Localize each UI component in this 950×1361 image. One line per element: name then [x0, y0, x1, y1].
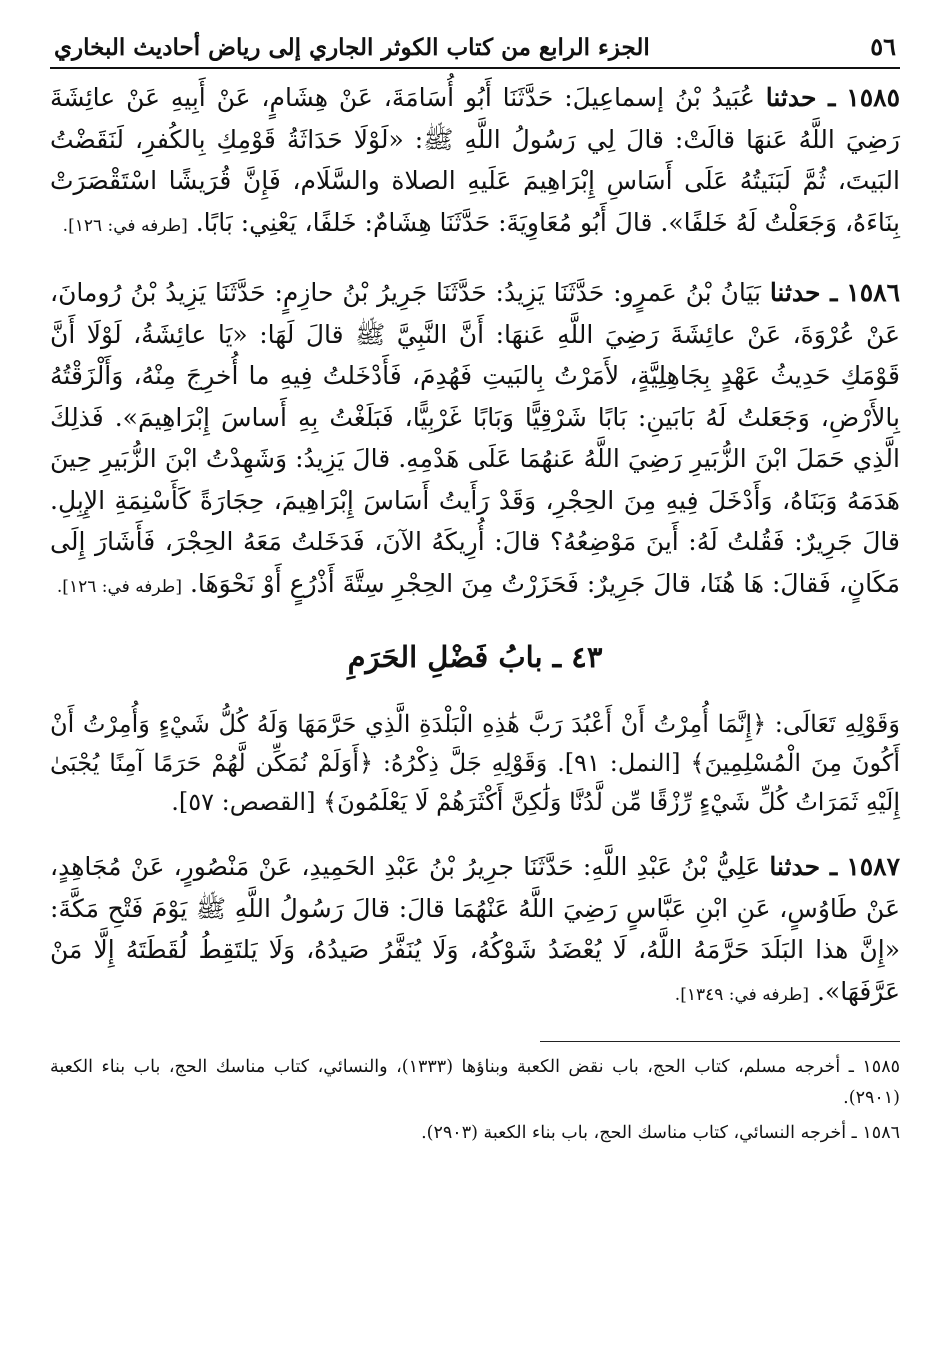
- footnote-number: ١٥٨٥: [862, 1057, 901, 1077]
- hadith-1585: ١٥٨٥ ـ حدثنا عُبَيدُ بْنُ إسماعِيلَ: حَدَّثَنَا أَبُو أُسَامَةَ، عَنْ هِشَامٍ، عَنْ أَبِيهِ عَنْ عائِشَةَ رَضِيَ اللَّهُ عَنهَا قالَتْ: قالَ لِي رَسُولُ اللَّهِ ﷺ: «لَوْلَا حَدَاثَةُ قَوْمِكِ بِالكُفرِ، لَنَقَضْتُ البَيتَ، ثُمَّ لَبَنَيتُهُ عَلَى أَسَاسِ إِبْرَاهِيمَ عَلَيهِ الصلاة والسَّلَام، فَإِنَّ قُرَيشًا اسْتَقْصَرَتْ بِنَاءَهُ، وَجَعَلْتُ لَهُ خَلفًا». قالَ أَبُو مُعَاوِيَةَ: حَدَّثَنَا هِشَامٌ: خَلفًا، يَعْنِي: بَابًا. [طرفه في: ١٢٦].: [50, 83, 900, 237]
- hadith-number: ١٥٨٥: [846, 83, 900, 112]
- chapter-number: ٤٣: [571, 640, 603, 674]
- hadith-number: ١٥٨٧: [846, 852, 901, 881]
- hadith-cross-ref: [طرفه في: ١٢٦].: [62, 215, 188, 236]
- hadith-cross-ref: [طرفه في: ١٢٦].: [56, 576, 182, 597]
- running-header: [50, 30, 900, 69]
- hadith-number: ١٥٨٦: [846, 278, 900, 307]
- hadith-text: عُبَيدُ بْنُ إسماعِيلَ: حَدَّثَنَا أَبُو أُسَامَةَ، عَنْ هِشَامٍ، عَنْ أَبِيهِ عَنْ عائِشَةَ رَضِيَ اللَّهُ عَنهَا قالَتْ: قالَ لِي رَسُولُ اللَّهِ ﷺ: «لَوْلَا حَدَاثَةُ قَوْمِكِ بِالكُفرِ، لَنَقَضْتُ البَيتَ، ثُمَّ لَبَنَيتُهُ عَلَى أَسَاسِ إِبْرَاهِيمَ عَلَيهِ الصلاة والسَّلَام، فَإِنَّ قُرَيشًا اسْتَقْصَرَتْ بِنَاءَهُ، وَجَعَلْتُ لَهُ خَلفًا». قالَ أَبُو مُعَاوِيَةَ: حَدَّثَنَا هِشَامٌ: خَلفًا، يَعْنِي: بَابًا.: [50, 83, 900, 237]
- hadith-label: حدثنا: [765, 83, 817, 112]
- footnote: ١٥٨٥ ـ أخرجه مسلم، كتاب الحج، باب نقض الكعبة وبناؤها (١٣٣٣)، والنسائي، كتاب مناسك الحج، باب بناء الكعبة (٢٩٠١).: [50, 1057, 901, 1108]
- page-number: ٥٦: [870, 32, 896, 61]
- hadith-label: حدثنا: [769, 278, 821, 307]
- footnote-divider: [540, 1041, 900, 1042]
- running-title: الجزء الرابع من كتاب الكوثر الجاري إلى رياض أحاديث البخاري: [54, 34, 650, 61]
- hadith-label: حدثنا: [769, 852, 821, 881]
- hadith-cross-ref: [طرفه في: ١٣٤٩].: [674, 984, 809, 1005]
- hadith-text: بَيَانُ بْنُ عَمرٍو: حَدَّثَنَا يَزِيدُ: حَدَّثَنَا جَرِيرُ بْنُ حازِمٍ: حَدَّثَنَا يَزِيدُ بْنُ رُومانَ، عَنْ عُرْوَةَ، عَنْ عائِشَةَ رَضِيَ اللَّهِ عَنهَا: أَنَّ النَّبِيَّ ﷺ قالَ لَهَا: «يَا عائِشَةُ، لَوْلَا أَنَّ قَوْمَكِ حَدِيثُ عَهْدٍ بِجَاهِلِيَّةٍ، لأَمَرْتُ بِالبَيتِ فَهُدِمَ، فَأَدْخَلتُ فِيهِ ما أُخرِجَ مِنْهُ، وَأَلْزَقْتُهُ بِالأَرْضِ، وَجَعَلتُ لَهُ بَابَينِ: بَابًا شَرْقِيًّا وَبَابًا غَرْبِيًّا، فَبَلَغْتُ بِهِ أَساسَ إِبْرَاهِيمَ». فَذلِكَ الَّذِي حَمَلَ ابْنَ الزُّبَيرِ رَضِيَ اللَّهُ عَنهُمَا عَلَى هَدْمِهِ. قالَ يَزِيدُ: وَشَهِدْتُ ابْنَ الزُّبَيرِ حِينَ هَدَمَهُ وَبَنَاهُ، وَأَدْخَلَ فِيهِ مِنَ الحِجْرِ، وَقَدْ رَأَيتُ أَسَاسَ إِبْرَاهِيمَ، حِجَارَةً كَأَسْنِمَةِ الإِبِلِ. قالَ جَرِيرٌ: فَقُلتُ لَهُ: أَينَ مَوْضِعُهُ؟ قالَ: أُرِيكَهُ الآنَ، فَدَخَلتُ مَعَهُ الحِجْرَ، فَأَشَارَ إِلَى مَكَانٍ، فَقالَ: هَا هُنَا، قالَ جَرِيرٌ: فَحَزَرْتُ مِنَ الحِجْرِ سِتَّةَ أَذْرُعٍ أَوْ نَحْوَهَا.: [50, 278, 900, 598]
- footnote-number: ١٥٨٦: [862, 1123, 900, 1143]
- footnotes: [50, 1052, 900, 1149]
- footnote-text: أخرجه النسائي، كتاب مناسك الحج، باب بناء الكعبة (٢٩٠٣).: [421, 1123, 847, 1143]
- footnote-text: أخرجه مسلم، كتاب الحج، باب نقض الكعبة وبناؤها (١٣٣٣)، والنسائي، كتاب مناسك الحج، باب بناء الكعبة (٢٩٠١).: [50, 1057, 900, 1108]
- book-page: [50, 30, 900, 1330]
- chapter-title: بابُ فَضْلِ الحَرَمِ: [347, 640, 543, 674]
- hadith-1587: ١٥٨٧ ـ حدثنا عَلِيُّ بْنُ عَبْدِ اللَّهِ: حَدَّثَنَا جرِيرُ بْنُ عَبْدِ الحَمِيدِ، عَنْ مَنْصُورٍ، عَنْ مُجَاهِدٍ، عَنْ طَاوُسٍ، عَنِ ابْنِ عَبَّاسٍ رَضِيَ اللَّهُ عَنْهُمَا قالَ: قالَ رَسُولُ اللَّهِ ﷺ يَوْمَ فَتْحِ مَكَّةَ: «إِنَّ هذا البَلَدَ حَرَّمَهُ اللَّهُ، لَا يُعْضَدُ شَوْكُهُ، وَلَا يُنَفَّرُ صَيدُهُ، وَلَا يَلتَقِطُ لُقَطَتَهُ إِلَّا مَنْ عَرَّفَهَا». [طرفه في: ١٣٤٩].: [50, 852, 901, 1006]
- hadith-1586: ١٥٨٦ ـ حدثنا بَيَانُ بْنُ عَمرٍو: حَدَّثَنَا يَزِيدُ: حَدَّثَنَا جَرِيرُ بْنُ حازِمٍ: حَدَّثَنَا يَزِيدُ بْنُ رُومانَ، عَنْ عُرْوَةَ، عَنْ عائِشَةَ رَضِيَ اللَّهِ عَنهَا: أَنَّ النَّبِيَّ ﷺ قالَ لَهَا: «يَا عائِشَةُ، لَوْلَا أَنَّ قَوْمَكِ حَدِيثُ عَهْدٍ بِجَاهِلِيَّةٍ، لأَمَرْتُ بِالبَيتِ فَهُدِمَ، فَأَدْخَلتُ فِيهِ ما أُخرِجَ مِنْهُ، وَأَلْزَقْتُهُ بِالأَرْضِ، وَجَعَلتُ لَهُ بَابَينِ: بَابًا شَرْقِيًّا وَبَابًا غَرْبِيًّا، فَبَلَغْتُ بِهِ أَساسَ إِبْرَاهِيمَ». فَذلِكَ الَّذِي حَمَلَ ابْنَ الزُّبَيرِ رَضِيَ اللَّهُ عَنهُمَا عَلَى هَدْمِهِ. قالَ يَزِيدُ: وَشَهِدْتُ ابْنَ الزُّبَيرِ حِينَ هَدَمَهُ وَبَنَاهُ، وَأَدْخَلَ فِيهِ مِنَ الحِجْرِ، وَقَدْ رَأَيتُ أَسَاسَ إِبْرَاهِيمَ، حِجَارَةً كَأَسْنِمَةِ الإِبِلِ. قالَ جَرِيرٌ: فَقُلتُ لَهُ: أَينَ مَوْضِعُهُ؟ قالَ: أُرِيكَهُ الآنَ، فَدَخَلتُ مَعَهُ الحِجْرَ، فَأَشَارَ إِلَى مَكَانٍ، فَقالَ: هَا هُنَا، قالَ جَرِيرٌ: فَحَزَرْتُ مِنَ الحِجْرِ سِتَّةَ أَذْرُعٍ أَوْ نَحْوَهَا. [طرفه في: ١٢٦].: [50, 278, 900, 598]
- chapter-heading: ٤٣ ـ بابُ فَضْلِ الحَرَمِ: [347, 640, 603, 674]
- footnote: ١٥٨٦ ـ أخرجه النسائي، كتاب مناسك الحج، باب بناء الكعبة (٢٩٠٣).: [421, 1123, 900, 1143]
- hadith-text: عَلِيُّ بْنُ عَبْدِ اللَّهِ: حَدَّثَنَا جرِيرُ بْنُ عَبْدِ الحَمِيدِ، عَنْ مَنْصُورٍ، عَنْ مُجَاهِدٍ، عَنْ طَاوُسٍ، عَنِ ابْنِ عَبَّاسٍ رَضِيَ اللَّهُ عَنْهُمَا قالَ: قالَ رَسُولُ اللَّهِ ﷺ يَوْمَ فَتْحِ مَكَّةَ: «إِنَّ هذا البَلَدَ حَرَّمَهُ اللَّهُ، لَا يُعْضَدُ شَوْكُهُ، وَلَا يُنَفَّرُ صَيدُهُ، وَلَا يَلتَقِطُ لُقَطَتَهُ إِلَّا مَنْ عَرَّفَهَا».: [50, 852, 900, 1006]
- quran-verses: وَقَوْلِهِ تَعَالَى: ﴿إِنَّمَا أُمِرْتُ أَنْ أَعْبُدَ رَبَّ هَٰذِهِ الْبَلْدَةِ الَّذِي حَرَّمَهَا وَلَهُ كُلُّ شَيْءٍ وَأُمِرْتُ أَنْ أَكُونَ مِنَ الْمُسْلِمِينَ﴾ [النمل: ٩١]. وَقَوْلِهِ جَلَّ ذِكْرُهُ: ﴿أَوَلَمْ نُمَكِّن لَّهُمْ حَرَمًا آمِنًا يُجْبَىٰ إِلَيْهِ ثَمَرَاتُ كُلِّ شَيْءٍ رِّزْقًا مِّن لَّدُنَّا وَلَٰكِنَّ أَكْثَرَهُمْ لَا يَعْلَمُونَ﴾ [القصص: ٥٧].: [50, 710, 901, 816]
